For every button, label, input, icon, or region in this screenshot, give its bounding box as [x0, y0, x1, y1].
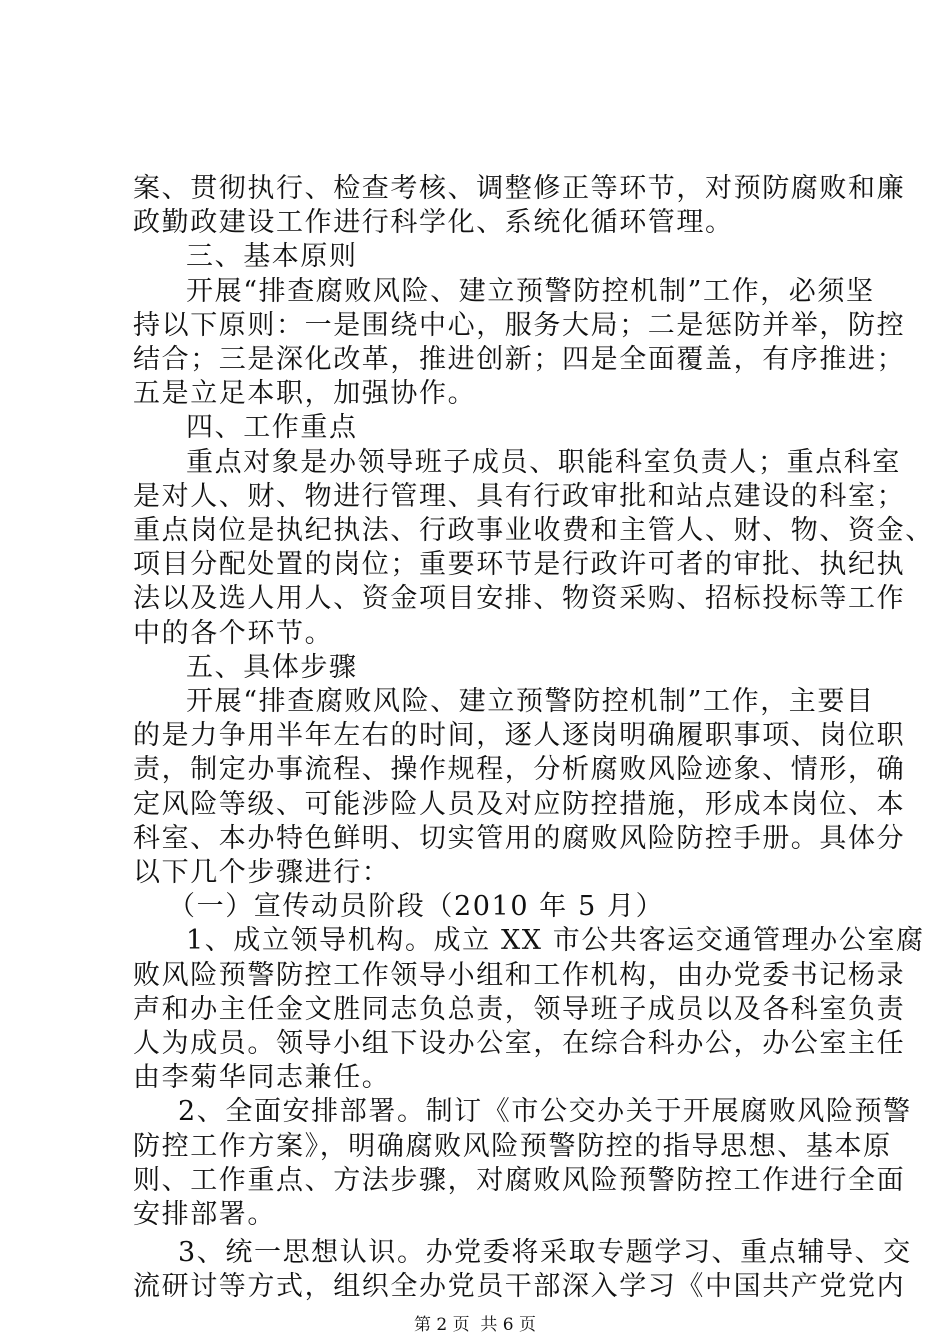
text-line: 定风险等级、可能涉险人员及对应防控措施，形成本岗位、本 — [133, 789, 906, 820]
text-line: 3、统一思想认识。办党委将采取专题学习、重点辅导、交 — [178, 1237, 912, 1268]
text-line: 科室、本办特色鲜明、切实管用的腐败风险防控手册。具体分 — [133, 823, 906, 854]
text-line: 案、贯彻执行、检查考核、调整修正等环节，对预防腐败和廉 — [133, 173, 906, 204]
text-line: 政勤政建设工作进行科学化、系统化循环管理。 — [133, 207, 734, 238]
text-line: 中的各个环节。 — [133, 618, 334, 649]
page-footer — [0, 1314, 950, 1336]
text-line: 法以及选人用人、资金项目安排、物资采购、招标投标等工作 — [133, 583, 906, 614]
text-line: 项目分配处置的岗位；重要环节是行政许可者的审批、执纪执 — [133, 549, 906, 580]
text-line: 由李菊华同志兼任。 — [133, 1062, 391, 1093]
text-line: 责，制定办事流程、操作规程，分析腐败风险迹象、情形，确 — [133, 754, 906, 785]
text-line: 重点对象是办领导班子成员、职能科室负责人；重点科室 — [186, 447, 901, 478]
page-number: 第 2 页 — [413, 1315, 470, 1335]
subsection-heading: （一）宣传动员阶段（2010 年 5 月） — [168, 891, 665, 922]
text-line: 声和办主任金文胜同志负总责，领导班子成员以及各科室负责 — [133, 994, 906, 1025]
text-line: 则、工作重点、方法步骤，对腐败风险预警防控工作进行全面 — [133, 1165, 906, 1196]
section-heading: 三、基本原则 — [186, 241, 358, 272]
text-line: 持以下原则：一是围绕中心，服务大局；二是惩防并举，防控 — [133, 310, 906, 341]
text-line: 安排部署。 — [133, 1199, 276, 1230]
text-line: 人为成员。领导小组下设办公室，在综合科办公，办公室主任 — [133, 1028, 906, 1059]
text-line: 防控工作方案》，明确腐败风险预警防控的指导思想、基本原 — [133, 1131, 892, 1162]
section-heading: 四、工作重点 — [186, 412, 358, 443]
section-heading: 五、具体步骤 — [186, 652, 358, 683]
text-line: 流研讨等方式，组织全办党员干部深入学习《中国共产党党内 — [133, 1271, 906, 1302]
text-line: 是对人、财、物进行管理、具有行政审批和站点建设的科室； — [133, 481, 906, 512]
text-line: 五是立足本职，加强协作。 — [133, 378, 477, 409]
text-line: 败风险预警防控工作领导小组和工作机构，由办党委书记杨录 — [133, 960, 906, 991]
text-line: 1、成立领导机构。成立 XX 市公共客运交通管理办公室腐 — [186, 925, 925, 956]
text-line: 的是力争用半年左右的时间，逐人逐岗明确履职事项、岗位职 — [133, 720, 906, 751]
text-line: 2、全面安排部署。制订《市公交办关于开展腐败风险预警 — [178, 1096, 912, 1127]
text-line: 以下几个步骤进行： — [133, 857, 391, 888]
text-line: 结合；三是深化改革，推进创新；四是全面覆盖，有序推进； — [133, 344, 906, 375]
page-total: 共 6 页 — [480, 1315, 537, 1335]
text-line: 重点岗位是执纪执法、行政事业收费和主管人、财、物、资金、 — [133, 515, 934, 546]
text-line: 开展“排查腐败风险、建立预警防控机制”工作，必须坚 — [186, 276, 875, 307]
text-line: 开展“排查腐败风险、建立预警防控机制”工作，主要目 — [186, 686, 875, 717]
